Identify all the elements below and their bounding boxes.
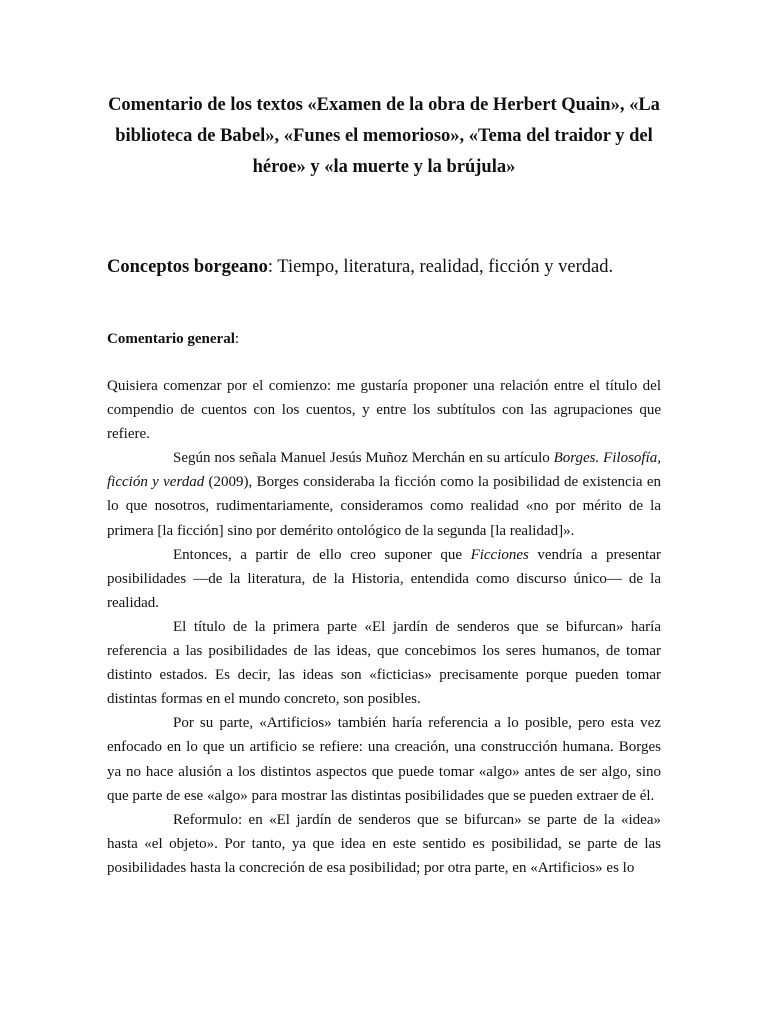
paragraph-2-before: Según nos señala Manuel Jesús Muñoz Merchán en su artículo bbox=[173, 450, 554, 467]
article-title: Borges. Filosofía, ficción y verdad bbox=[107, 450, 662, 491]
paragraph-5: Por su parte, «Artificios» también haría referencia a lo posible, pero esta vez enfocado en lo que un artificio se refiere: una creación, una construcción humana. Borges ya no hace alusión a los distintos aspectos que puede tomar «algo» antes de ser algo, sino que parte de ese «algo» para mostrar las distintas posibilidades que se pueden extraer de él. bbox=[107, 715, 661, 804]
concepts-colon: : bbox=[267, 257, 273, 277]
paragraph-6: Reformulo: en «El jardín de senderos que se bifurcan» se parte de la «idea» hasta «el objeto». Por tanto, ya que idea en este sentido es posibilidad, se parte de las posibilidades hasta la concreción de esa posibilidad; por otra parte, en «Artificios» es lo bbox=[107, 811, 661, 876]
paragraph-2-after: (2009), Borges consideraba la ficción como la posibilidad de existencia en lo que nosotros, rudimentariamente, consideramos como realidad «no por mérito de la primera [la ficción] sino por demérito ontológico de la segunda [la realidad]». bbox=[107, 474, 661, 539]
document-title: Comentario de los textos «Examen de la obra de Herbert Quain», «La biblioteca de Babel», «Funes el memorioso», «Tema del traidor y del héroe» y «la muerte y la brújula» bbox=[108, 95, 660, 177]
concepts-label: Conceptos borgeano bbox=[107, 257, 268, 277]
paragraph-3-after: vendría a presentar posibilidades —de la literatura, de la Historia, entendida como discurso único— de la realidad. bbox=[107, 546, 662, 611]
section-heading bbox=[107, 328, 239, 350]
paragraph-4: El título de la primera parte «El jardín de senderos que se bifurcan» haría referencia a las posibilidades de las ideas, que concebimos los seres humanos, de tomar distinto estados. Es decir, las ideas son «ficticias» precisamente porque pueden tomar distintas formas en el mundo concreto, son posibles. bbox=[107, 618, 661, 708]
body-text bbox=[107, 374, 661, 880]
paragraph-3-before: Entonces, a partir de ello creo suponer que bbox=[173, 546, 471, 563]
concepts-line bbox=[107, 254, 707, 280]
paragraph-3 bbox=[107, 543, 661, 615]
section-heading-colon: : bbox=[234, 331, 240, 347]
paragraph-2 bbox=[107, 446, 661, 542]
paragraph-1: Quisiera comenzar por el comienzo: me gustaría proponer una relación entre el título del compendio de cuentos con los cuentos, y entre los subtítulos con las agrupaciones que refiere. bbox=[107, 378, 661, 443]
book-title: Ficciones bbox=[470, 546, 529, 563]
concepts-text: Tiempo, literatura, realidad, ficción y verdad. bbox=[273, 257, 614, 277]
section-heading-label: Comentario general bbox=[107, 331, 235, 347]
